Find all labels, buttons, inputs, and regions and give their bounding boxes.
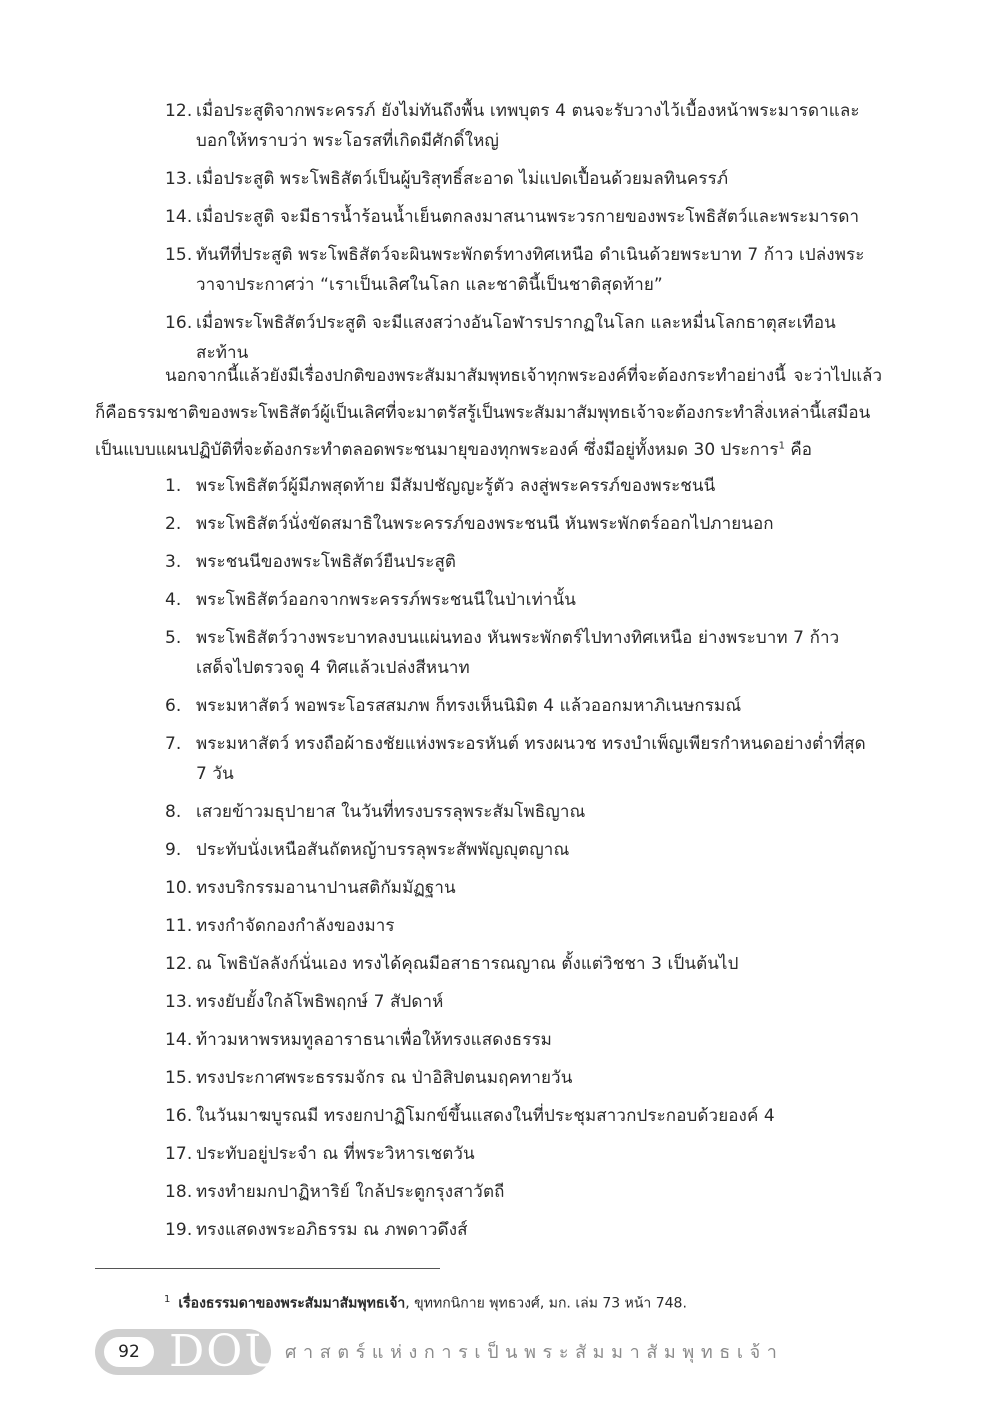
- list-item: [0, 873, 1000, 903]
- list-item: [0, 835, 1000, 865]
- list-item-number: 3.: [165, 552, 182, 572]
- list-item-number: 2.: [165, 514, 182, 534]
- list-item-number: 9.: [165, 840, 182, 860]
- list-item: [0, 691, 1000, 721]
- list-item-text: พระโพธิสัตว์ออกจากพระครรภ์พระชนนีในป่าเท่านั้น: [196, 590, 576, 610]
- list-item: [0, 585, 1000, 615]
- list-item-number: 13.: [165, 169, 193, 189]
- list-item: [0, 797, 1000, 827]
- list-item: [0, 96, 1000, 156]
- list-item: [0, 1063, 1000, 1093]
- paragraph-tail: คือ: [784, 440, 812, 460]
- list-item-number: 8.: [165, 802, 182, 822]
- list-item-text: เมื่อประสูติ พระโพธิสัตว์เป็นผู้บริสุทธิ์สะอาด ไม่แปดเปื้อนด้วยมลทินครรภ์: [196, 169, 729, 189]
- list-item-number: 15.: [165, 245, 193, 265]
- list-item-text: พระมหาสัตว์ พอพระโอรสสมภพ ก็ทรงเห็นนิมิต 4 แล้วออกมหาภิเนษกรมณ์: [196, 696, 742, 716]
- footnote-divider: [95, 1268, 440, 1269]
- list-item-number: 18.: [165, 1182, 193, 1202]
- list-item-text: ณ โพธิบัลลังก์นั่นเอง ทรงได้คุณมีอสาธารณญาณ ตั้งแต่วิชชา 3 เป็นต้นไป: [196, 954, 739, 974]
- list-item-number: 4.: [165, 590, 182, 610]
- list-item: [0, 1101, 1000, 1131]
- continued-list: [0, 96, 1000, 376]
- list-item-number: 7.: [165, 734, 182, 754]
- footnote: [164, 1288, 687, 1316]
- list-item: [0, 547, 1000, 577]
- book-title: ศาสตร์แห่งการเป็นพระสัมมาสัมพุทธเจ้า: [285, 1342, 784, 1363]
- list-item-text: ทันทีที่ประสูติ พระโพธิสัตว์จะผินพระพักตร์ทางทิศเหนือ ดำเนินด้วยพระบาท 7 ก้าว เปล่งพระวาจาประกาศว่า “เราเป็นเลิศในโลก และชาตินี้เป็นชาติสุดท้าย”: [196, 245, 865, 295]
- list-item-number: 16.: [165, 313, 193, 333]
- list-item-number: 14.: [165, 1030, 193, 1050]
- list-item: [0, 1139, 1000, 1169]
- list-item: [0, 1177, 1000, 1207]
- list-item-number: 11.: [165, 916, 193, 936]
- list-item-text: เสวยข้าวมธุปายาส ในวันที่ทรงบรรลุพระสัมโพธิญาณ: [196, 802, 586, 822]
- list-item-text: ทรงกำจัดกองกำลังของมาร: [196, 916, 395, 936]
- list-item-text: ทรงทำยมกปาฏิหาริย์ ใกล้ประตูกรุงสาวัตถี: [196, 1182, 505, 1202]
- list-item-text: ทรงยับยั้งใกล้โพธิพฤกษ์ 7 สัปดาห์: [196, 992, 444, 1012]
- list-item-number: 15.: [165, 1068, 193, 1088]
- thirty-practices-list: [0, 471, 1000, 1253]
- list-item: [0, 1215, 1000, 1245]
- list-item-number: 12.: [165, 954, 193, 974]
- list-item-text: พระโพธิสัตว์นั่งขัดสมาธิในพระครรภ์ของพระชนนี หันพระพักตร์ออกไปภายนอก: [196, 514, 774, 534]
- footer-badge: [95, 1326, 284, 1377]
- list-item-number: 16.: [165, 1106, 193, 1126]
- list-item: [0, 949, 1000, 979]
- list-item: [0, 987, 1000, 1017]
- list-item-text: ประทับอยู่ประจำ ณ ที่พระวิหารเชตวัน: [196, 1144, 475, 1164]
- page-number: 92: [104, 1337, 154, 1367]
- list-item-number: 6.: [165, 696, 182, 716]
- list-item-text: พระมหาสัตว์ ทรงถือผ้าธงชัยแห่งพระอรหันต์ ทรงผนวช ทรงบำเพ็ญเพียรกำหนดอย่างต่ำที่สุด 7 วัน: [196, 734, 866, 784]
- list-item: [0, 240, 1000, 300]
- footnote-citation: , ขุททกนิกาย พุทธวงศ์, มก. เล่ม 73 หน้า 748.: [405, 1295, 687, 1312]
- list-item-number: 13.: [165, 992, 193, 1012]
- paragraph-text: นอกจากนี้แล้วยังมีเรื่องปกติของพระสัมมาสัมพุทธเจ้าทุกพระองค์ที่จะต้องกระทำอย่างนี้ จะว่าไปแล้วก็คือธรรมชาติของพระโพธิสัตว์ผู้เป็นเลิศที่จะมาตรัสรู้เป็นพระสัมมาสัมพุทธเจ้าจะต้องกระทำสิ่งเหล่านี้เสมือนเป็นแบบแผนปฏิบัติที่จะต้องกระทำตลอดพระชนมายุของทุกพระองค์ ซึ่งมีอยู่ทั้งหมด 30 ประการ: [95, 366, 882, 460]
- list-item-text: เมื่อประสูติจากพระครรภ์ ยังไม่ทันถึงพื้น เทพบุตร 4 ตนจะรับวางไว้เบื้องหน้าพระมารดาและบอกให้ทราบว่า พระโอรสที่เกิดมีศักดิ์ใหญ่: [196, 101, 860, 151]
- list-item-text: ประทับนั่งเหนือสันถัตหญ้าบรรลุพระสัพพัญญุตญาณ: [196, 840, 570, 860]
- list-item-text: พระโพธิสัตว์วางพระบาทลงบนแผ่นทอง หันพระพักตร์ไปทางทิศเหนือ ย่างพระบาท 7 ก้าว เสด็จไปตรวจดู 4 ทิศแล้วเปล่งสีหนาท: [196, 628, 840, 678]
- list-item-number: 5.: [165, 628, 182, 648]
- list-item-text: เมื่อพระโพธิสัตว์ประสูติ จะมีแสงสว่างอันโอฬารปรากฏในโลก และหมื่นโลกธาตุสะเทือนสะท้าน: [196, 313, 836, 363]
- footnote-reference[interactable]: 1: [778, 440, 785, 452]
- footnote-mark: 1: [164, 1294, 171, 1305]
- list-item-text: ท้าวมหาพรหมทูลอาราธนาเพื่อให้ทรงแสดงธรรม: [196, 1030, 552, 1050]
- list-item-number: 14.: [165, 207, 193, 227]
- list-item-text: ในวันมาฆบูรณมี ทรงยกปาฏิโมกข์ขึ้นแสดงในที่ประชุมสาวกประกอบด้วยองค์ 4: [196, 1106, 775, 1126]
- list-item: [0, 202, 1000, 232]
- list-item: [0, 623, 1000, 683]
- list-item: [0, 509, 1000, 539]
- body-paragraph: [95, 358, 882, 469]
- list-item-text: ทรงแสดงพระอภิธรรม ณ ภพดาวดึงส์: [196, 1220, 468, 1240]
- list-item-number: 10.: [165, 878, 193, 898]
- list-item-number: 1.: [165, 476, 182, 496]
- list-item-text: ทรงประกาศพระธรรมจักร ณ ป่าอิสิปตนมฤคทายวัน: [196, 1068, 573, 1088]
- list-item: [0, 164, 1000, 194]
- list-item-text: ทรงบริกรรมอานาปานสติกัมมัฏฐาน: [196, 878, 456, 898]
- list-item-number: 12.: [165, 101, 193, 121]
- list-item-text: พระชนนีของพระโพธิสัตว์ยืนประสูติ: [196, 552, 457, 572]
- page-footer: [95, 1326, 915, 1379]
- list-item: [0, 471, 1000, 501]
- list-item: [0, 729, 1000, 789]
- list-item: [0, 1025, 1000, 1055]
- list-item: [0, 911, 1000, 941]
- footnote-title: เรื่องธรรมดาของพระสัมมาสัมพุทธเจ้า: [178, 1295, 406, 1312]
- list-item-text: เมื่อประสูติ จะมีธารน้ำร้อนน้ำเย็นตกลงมาสนานพระวรกายของพระโพธิสัตว์และพระมารดา: [196, 207, 860, 227]
- list-item-text: พระโพธิสัตว์ผู้มีภพสุดท้าย มีสัมปชัญญะรู้ตัว ลงสู่พระครรภ์ของพระชนนี: [196, 476, 716, 496]
- list-item-number: 17.: [165, 1144, 193, 1164]
- list-item-number: 19.: [165, 1220, 193, 1240]
- dou-logo: DOU: [169, 1326, 284, 1377]
